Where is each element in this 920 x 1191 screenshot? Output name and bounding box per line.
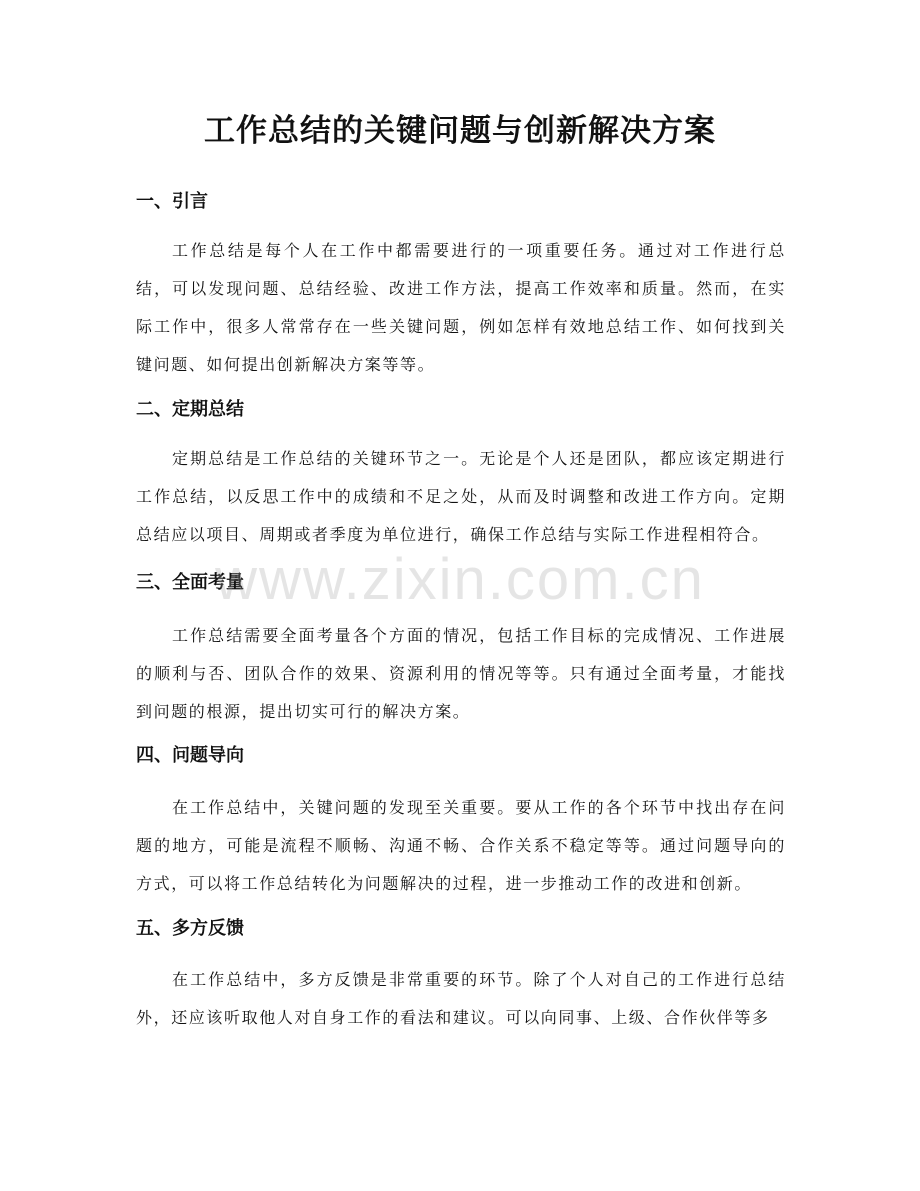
section-paragraph-comprehensive-consideration: 工作总结需要全面考量各个方面的情况，包括工作目标的完成情况、工作进展的顺利与否、团队合作的效果、资源利用的情况等等。只有通过全面考量，才能找到问题的根源，提出切实可行的解决方案。 bbox=[136, 626, 786, 721]
section-paragraph-introduction: 工作总结是每个人在工作中都需要进行的一项重要任务。通过对工作进行总结，可以发现问题、总结经验、改进工作方法，提高工作效率和质量。然而，在实际工作中，很多人常常存在一些关键问题，例如怎样有效地总结工作、如何找到关键问题、如何提出创新解决方案等等。 bbox=[136, 241, 786, 374]
section-heading-multi-feedback: 五、多方反馈 bbox=[136, 918, 244, 939]
section-heading-introduction: 一、引言 bbox=[136, 191, 208, 212]
section-heading-regular-summary: 二、定期总结 bbox=[136, 399, 244, 420]
section-paragraph-problem-oriented: 在工作总结中，关键问题的发现至关重要。要从工作的各个环节中找出存在问题的地方，可能是流程不顺畅、沟通不畅、合作关系不稳定等等。通过问题导向的方式，可以将工作总结转化为问题解决的过程，进一步推动工作的改进和创新。 bbox=[136, 798, 786, 893]
section-paragraph-multi-feedback: 在工作总结中，多方反馈是非常重要的环节。除了个人对自己的工作进行总结外，还应该听取他人对自身工作的看法和建议。可以向同事、上级、合作伙伴等多 bbox=[136, 970, 786, 1027]
document-title: 工作总结的关键问题与创新解决方案 bbox=[204, 113, 716, 149]
section-paragraph-regular-summary: 定期总结是工作总结的关键环节之一。无论是个人还是团队，都应该定期进行工作总结，以反思工作中的成绩和不足之处，从而及时调整和改进工作方向。定期总结应以项目、周期或者季度为单位进行，确保工作总结与实际工作进程相符合。 bbox=[136, 449, 786, 544]
watermark: www.zixin.com.cn bbox=[215, 547, 705, 612]
section-heading-comprehensive-consideration: 三、全面考量 bbox=[136, 572, 244, 593]
section-heading-problem-oriented: 四、问题导向 bbox=[136, 745, 244, 766]
